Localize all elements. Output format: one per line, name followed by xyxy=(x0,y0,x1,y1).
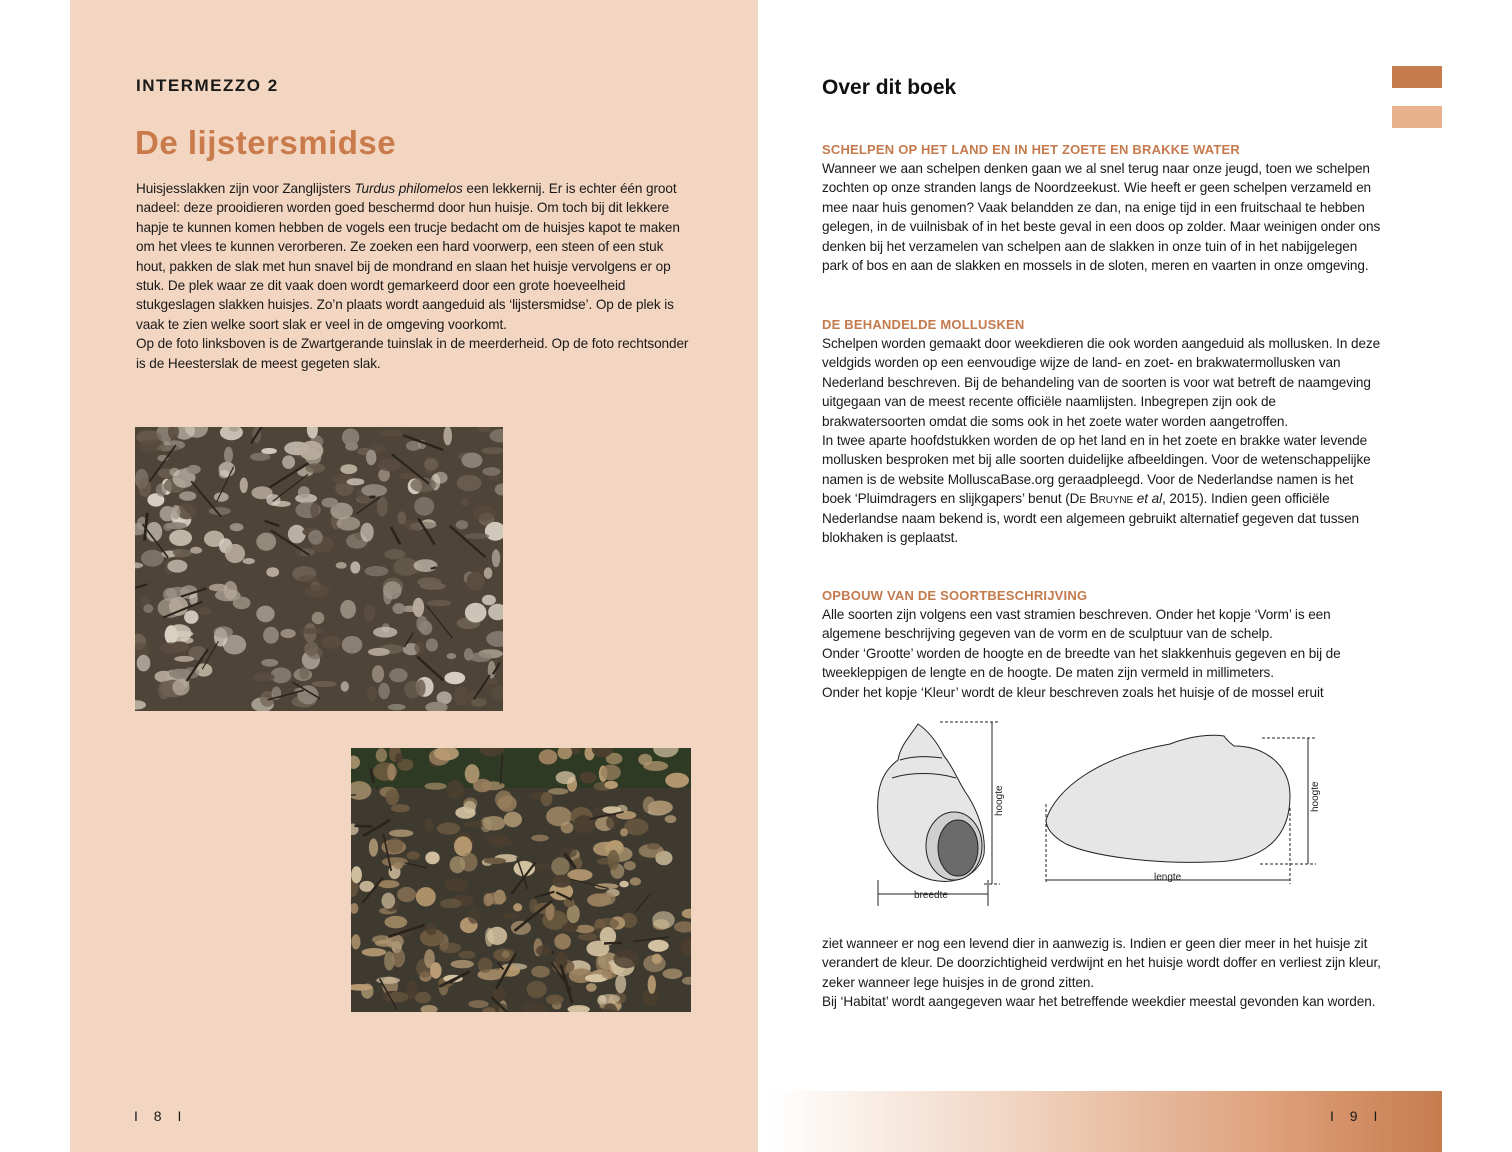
section-text-2: In twee aparte hoofdstukken worden de op het land en in het zoete en brakke water levende mollusken besproken met bij alle soorten duidelijke afbeeldingen. Voor de wetenschappelijke namen is de website MolluscaBase.org geraadpleegd. Voor de Nederlandse namen is het boek ‘Pluimdragers en slijkgapers’ benut (De Bruyne et al, 2015). Indien geen officiële Nederlandse naam bekend is, wordt een algemeen gebruikt alternatief gegeven dat tussen blokhaken is geplaatst. xyxy=(822,433,1371,546)
mussel-drawing xyxy=(1046,735,1290,862)
author-name: De Bruyne xyxy=(1069,491,1134,507)
chapter-tab-dark xyxy=(1392,66,1442,88)
snail-height-label: hoogte xyxy=(994,785,1005,816)
mussel-height-label: hoogte xyxy=(1310,781,1321,812)
photo-snail-shells xyxy=(351,748,691,1012)
section-schelpen xyxy=(822,140,1382,275)
section-text: Alle soorten zijn volgens een vast stramien beschreven. Onder het kopje ‘Vorm’ is een algemene beschrijving gegeven van de vorm en de sculptuur van de schelp. xyxy=(822,607,1331,642)
continuation-paragraph-1: ziet wanneer er nog een levend dier in aanwezig is. Indien er geen dier meer in het huisje zit verandert de kleur. De doorzichtigheid verdwijnt en het huisje wordt doffer en verliest zijn kleur, zeker wanneer lege huisjes in de grond zitten. xyxy=(822,936,1381,990)
measurement-diagram xyxy=(870,716,1330,912)
species-name: Turdus philomelos xyxy=(354,181,463,196)
left-body-text xyxy=(136,179,696,373)
chapter-tab-light xyxy=(1392,106,1442,128)
intermezzo-label: INTERMEZZO 2 xyxy=(136,76,279,95)
snail-shell-drawing xyxy=(878,724,985,881)
section-heading: DE BEHANDELDE MOLLUSKEN xyxy=(822,317,1025,332)
snail-width-label: breedte xyxy=(914,890,948,901)
left-paragraph-2: Op de foto linksboven is de Zwartgerande tuinslak in de meerderheid. Op de foto rechtsonder is de Heesterslak de meest gegeten slak. xyxy=(136,336,689,371)
continuation-text xyxy=(822,934,1382,1012)
section-heading: SCHELPEN OP HET LAND EN IN HET ZOETE EN BRAKKE WATER xyxy=(822,142,1241,157)
left-paragraph-1: Huisjesslakken zijn voor Zanglijsters Turdus philomelos een lekkernij. Er is echter één groot nadeel: deze prooidieren worden goed beschermd door hun huisje. Om toch bij dit lekkere hapje te kunnen komen hebben de vogels een trucje bedacht om de huisjes kapot te maken om het vlees te kunnen verorberen. Ze zoeken een hard voorwerp, een steen of een stuk hout, pakken de slak met hun snavel bij de mondrand en slaan het huisje vervolgens er op stuk. De plek waar ze dit vaak doen wordt gemarkeerd door een grote hoeveelheid stukgeslagen slakken huisjes. Zo’n plaats wordt aangeduid als ‘lijstersmidse’. Op de plek is vaak te zien welke soort slak er veel in de omgeving voorkomt. xyxy=(136,181,680,332)
page-number-right: I 9 I xyxy=(1330,1108,1384,1124)
section-opbouw xyxy=(822,586,1382,702)
page-number-left: I 8 I xyxy=(134,1108,188,1124)
section-text: Schelpen worden gemaakt door weekdieren die ook worden aangeduid als mollusken. In deze veldgids worden op een eenvoudige wijze de land- en zoet- en brakwatermollusken van Nederland beschreven. Bij de behandeling van de soorten is voor wat betreft de naamgeving uitgegaan van de meest recente officiële naamlijsten. Inbegrepen zijn ook de brakwatersoorten omdat die soms ook in het zoete water worden aangetroffen. xyxy=(822,336,1381,429)
section-text-2: Onder ‘Grootte’ worden de hoogte en de breedte van het slakkenhuis gegeven en bij de tweekleppigen de lengte en de hoogte. De maten zijn vermeld in millimeters. xyxy=(822,645,1341,681)
mussel-length-label: lengte xyxy=(1154,872,1182,883)
photo-broken-shells xyxy=(135,427,503,711)
section-mollusken xyxy=(822,315,1382,547)
page-title-left: De lijstersmidse xyxy=(135,124,397,161)
page-title-right: Over dit boek xyxy=(822,76,957,99)
section-text: Wanneer we aan schelpen denken gaan we al snel terug naar onze jeugd, toen we schelpen zochten op onze stranden langs de Noordzeekust. Wie heeft er geen schelpen verzameld en mee naar huis genomen? Vaak belandden ze dan, na enige tijd in een fruitschaal te hebben gelegen, in de vuilnisbak of in het beste geval in een doos op zolder. Maar weinigen onder ons denken bij het verzamelen van schelpen aan de slakken in onze tuin of in het nabijgelegen park of bos en aan de slakken en mossels in de sloten, meren en vaarten in onze omgeving. xyxy=(822,161,1381,274)
continuation-paragraph-2: Bij ‘Habitat’ wordt aangegeven waar het betreffende weekdier meestal gevonden kan worden. xyxy=(822,994,1376,1010)
section-text-3: Onder het kopje ‘Kleur’ wordt de kleur beschreven zoals het huisje of de mossel eruit xyxy=(822,684,1324,700)
section-heading: OPBOUW VAN DE SOORTBESCHRIJVING xyxy=(822,588,1088,603)
